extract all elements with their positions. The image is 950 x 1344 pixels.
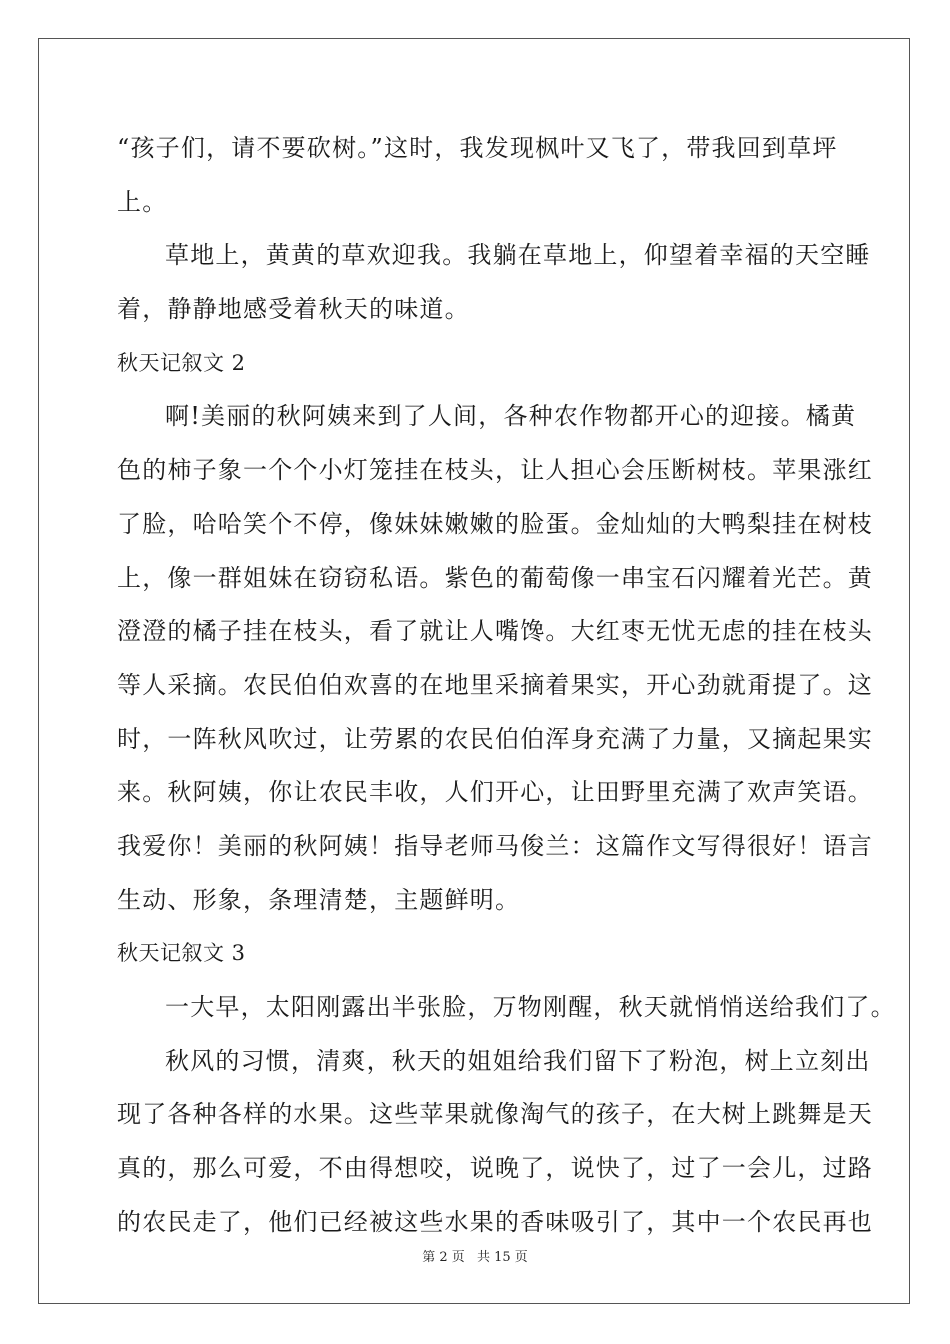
paragraph-start: 秋风的习惯，清爽，秋天的姐姐给我们留下了粉泡，树上立刻出 <box>165 1046 871 1075</box>
section-heading: 秋天记叙文 2 <box>117 350 246 375</box>
body-line: 上。 <box>117 187 168 216</box>
paragraph-start: 草地上，黄黄的草欢迎我。我躺在草地上，仰望着幸福的天空睡 <box>165 241 871 270</box>
body-line: 上，像一群姐妹在窃窃私语。紫色的葡萄像一串宝石闪耀着光芒。黄 <box>117 563 873 592</box>
body-line: 等人采摘。农民伯伯欢喜的在地里采摘着果实，开心劲就甭提了。这 <box>117 670 873 699</box>
body-line: 色的柿子象一个个小灯笼挂在枝头，让人担心会压断树枝。苹果涨红 <box>117 456 873 485</box>
page-footer <box>0 1246 950 1265</box>
paragraph-start: 啊!美丽的秋阿姨来到了人间，各种农作物都开心的迎接。橘黄 <box>165 402 857 431</box>
body-line: 着，静静地感受着秋天的味道。 <box>117 295 470 324</box>
body-line: 现了各种各样的水果。这些苹果就像淘气的孩子，在大树上跳舞是天 <box>117 1100 873 1129</box>
page-number: 第 2 页 <box>422 1250 465 1265</box>
document-body <box>117 128 896 1255</box>
body-line: 澄澄的橘子挂在枝头，看了就让人嘴馋。大红枣无忧无虑的挂在枝头 <box>117 617 873 646</box>
section-heading: 秋天记叙文 3 <box>117 941 246 966</box>
page-total: 共 15 页 <box>476 1250 528 1265</box>
body-line: 我爱你！美丽的秋阿姨！指导老师马俊兰：这篇作文写得很好！语言 <box>117 831 873 860</box>
body-line: “孩子们，请不要砍树。”这时，我发现枫叶又飞了，带我回到草坪 <box>117 134 838 162</box>
paragraph-start: 一大早，太阳刚露出半张脸，万物刚醒，秋天就悄悄送给我们了。 <box>165 993 896 1021</box>
body-line: 来。秋阿姨，你让农民丰收，人们开心，让田野里充满了欢声笑语。 <box>117 778 873 807</box>
body-line: 了脸，哈哈笑个不停，像妹妹嫩嫩的脸蛋。金灿灿的大鸭梨挂在树枝 <box>117 509 873 538</box>
body-line: 时，一阵秋风吹过，让劳累的农民伯伯浑身充满了力量，又摘起果实 <box>117 724 873 753</box>
body-line: 真的，那么可爱，不由得想咬，说晚了，说快了，过了一会儿，过路 <box>117 1154 873 1183</box>
body-line: 生动、形象，条理清楚，主题鲜明。 <box>117 885 521 914</box>
body-line: 的农民走了，他们已经被这些水果的香味吸引了，其中一个农民再也 <box>117 1207 873 1236</box>
